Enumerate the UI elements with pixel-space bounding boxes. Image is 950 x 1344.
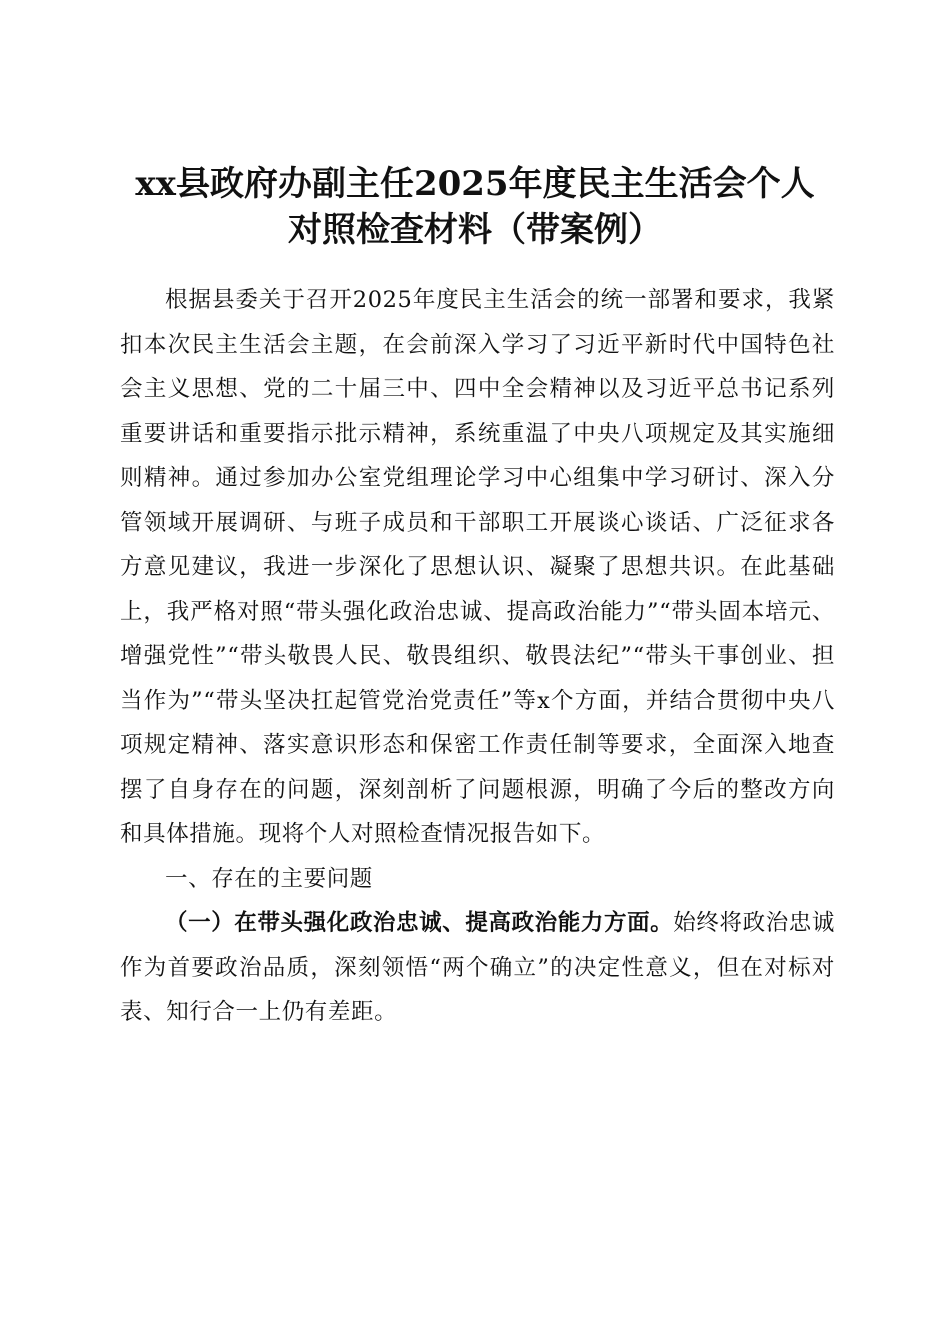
subsection-lead: （一）在带头强化政治忠诚、提高政治能力方面。 <box>165 910 674 936</box>
document-title <box>110 161 840 253</box>
subsection-paragraph <box>120 901 835 1035</box>
title-line-1: xx县政府办副主任2025年度民主生活会个人 <box>135 163 815 204</box>
document-body <box>120 278 835 1035</box>
section-heading: 一、存在的主要问题 <box>165 865 373 892</box>
title-line-2: 对照检查材料（带案例） <box>288 209 662 250</box>
subsection-text: 始终将政治忠诚作为首要政治品质，深刻领悟“两个确立”的决定性意义，但在对标对表、知行合一上仍有差距。 <box>120 910 836 1025</box>
intro-paragraph: 根据县委关于召开2025年度民主生活会的统一部署和要求，我紧扣本次民主生活会主题，在会前深入学习了习近平新时代中国特色社会主义思想、党的二十届三中、四中全会精神以及习近平总书记系列重要讲话和重要指示批示精神，系统重温了中央八项规定及其实施细则精神。通过参加办公室党组理论学习中心组集中学习研讨、深入分管领域开展调研、与班子成员和干部职工开展谈心谈话、广泛征求各方意见建议，我进一步深化了思想认识、凝聚了思想共识。在此基础上，我严格对照“带头强化政治忠诚、提高政治能力”“带头固本培元、增强党性”“带头敬畏人民、敬畏组织、敬畏法纪”“带头干事创业、担当作为”“带头坚决扛起管党治党责任”等x个方面，并结合贯彻中央八项规定精神、落实意识形态和保密工作责任制等要求，全面深入地查摆了自身存在的问题，深刻剖析了问题根源，明确了今后的整改方向和具体措施。现将个人对照检查情况报告如下。 <box>120 287 835 847</box>
